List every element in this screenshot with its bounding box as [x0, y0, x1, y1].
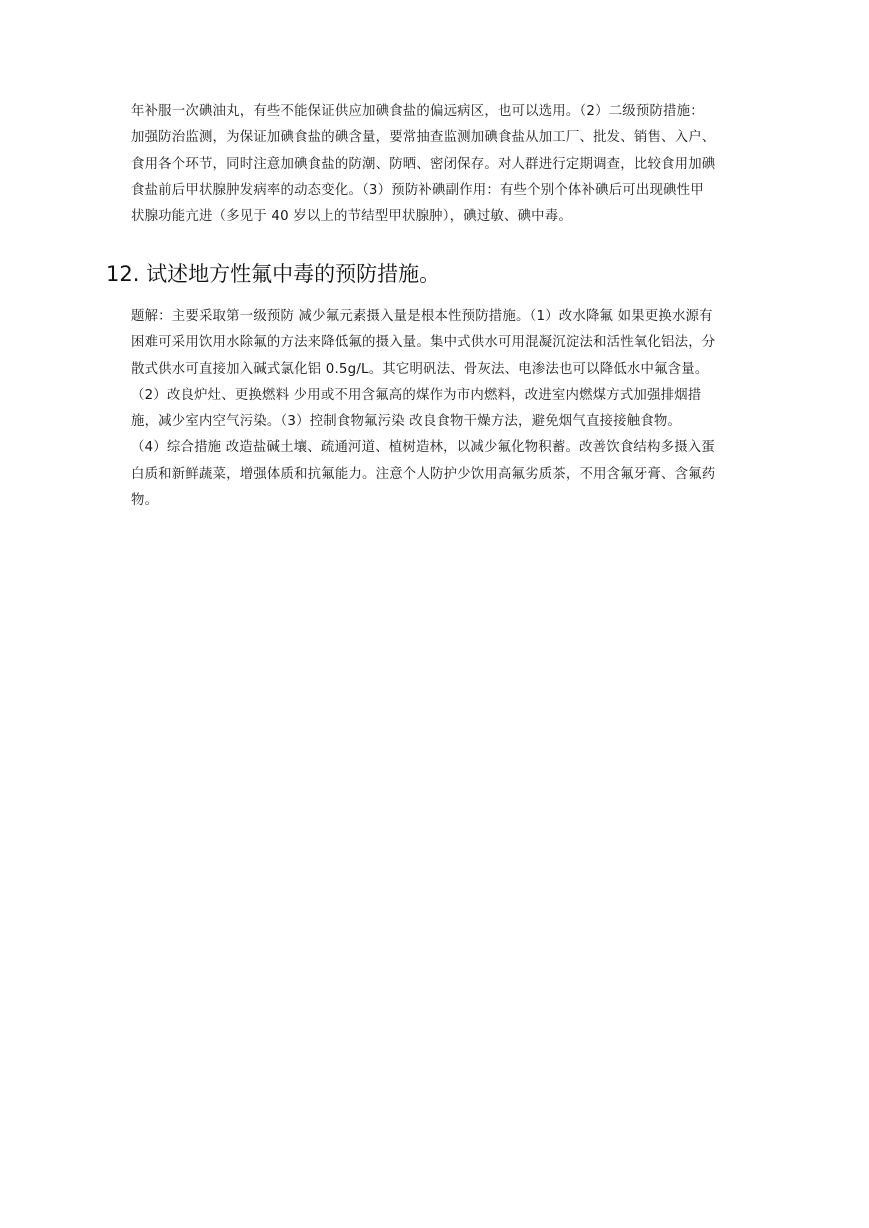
paragraph-line: 散式供水可直接加入碱式氯化铝 0.5g/L。其它明矾法、骨灰法、电渗法也可以降低水中氟含量。	[131, 361, 709, 377]
paragraph-line: 白质和新鲜蔬菜，增强体质和抗氟能力。注意个人防护少饮用高氟劣质茶，不用含氟牙膏、含氟药	[131, 466, 716, 482]
paragraph-line: 物。	[131, 493, 159, 509]
paragraph-line: 施，减少室内空气污染。（3）控制食物氟污染 改良食物干燥方法，避免烟气直接接触食物。	[131, 414, 682, 430]
paragraph-line: 食用各个环节，同时注意加碘食盐的防潮、防晒、密闭保存。对人群进行定期调查，比较食用加碘	[131, 156, 716, 172]
intro-paragraph	[131, 99, 759, 230]
question-heading: 12. 试述地方性氟中毒的预防措施。	[106, 262, 441, 286]
paragraph-line: （2）改良炉灶、更换燃料 少用或不用含氟高的煤作为市内燃料，改进室内燃煤方式加强排烟措	[131, 387, 702, 403]
paragraph-line: 年补服一次碘油丸，有些不能保证供应加碘食盐的偏远病区，也可以选用。（2）二级预防措施：	[131, 104, 704, 119]
paragraph-line: 食盐前后甲状腺肿发病率的动态变化。（3）预防补碘副作用：有些个别个体补碘后可出现碘性甲	[131, 182, 704, 198]
paragraph-line: （4）综合措施 改造盐碱土壤、疏通河道、植树造林，以减少氟化物积蓄。改善饮食结构多摄入蛋	[131, 440, 715, 456]
paragraph-line: 加强防治监测，为保证加碘食盐的碘含量，要常抽查监测加碘食盐从加工厂、批发、销售、入户、	[131, 130, 716, 146]
paragraph-line: 题解：主要采取第一级预防 减少氟元素摄入量是根本性预防措施。（1）改水降氟 如果更换水源有	[131, 309, 713, 324]
paragraph-line: 状腺功能亢进（多见于 40 岁以上的节结型甲状腺肿），碘过敏、碘中毒。	[131, 209, 572, 225]
paragraph-line: 困难可采用饮用水除氟的方法来降低氟的摄入量。集中式供水可用混凝沉淀法和活性氧化铝法，分	[131, 335, 716, 351]
answer-paragraph	[131, 304, 759, 514]
